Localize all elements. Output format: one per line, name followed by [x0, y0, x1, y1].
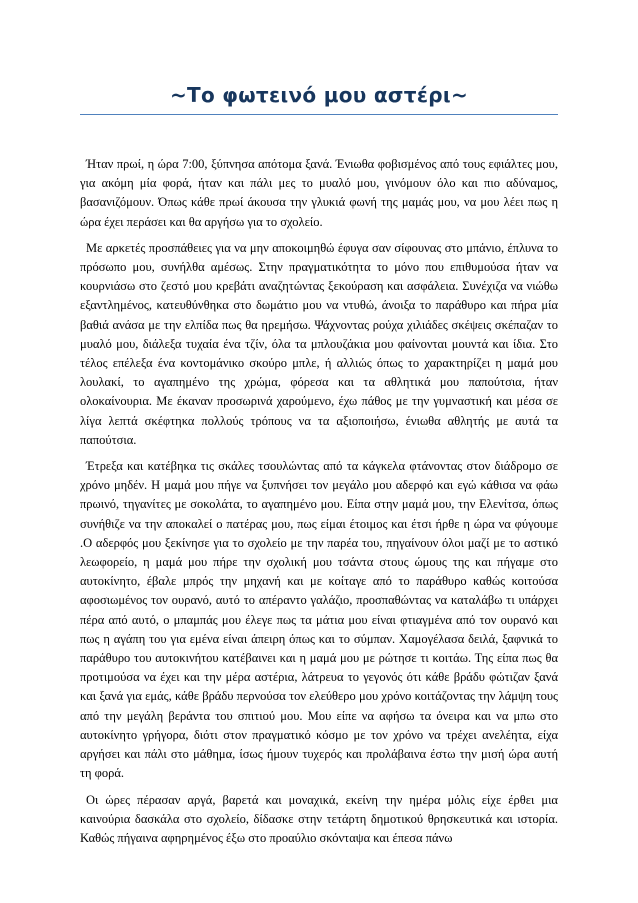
title-underline: [80, 114, 558, 115]
paragraph-3: Έτρεξα και κατέβηκα τις σκάλες τσουλώντας από τα κάγκελα φτάνοντας στον διάδρομο σε χρόνο μηδέν. Η μαμά μου πήγε να ξυπνήσει τον μεγάλο μου αδερφό και εγώ κάθισα να φάω πρωινό, τηγανίτες με σοκολάτα, το αγαπημένο μου. Είπα στην μαμά μου, την Ελενίτσα, όπως συνήθιζε να την αποκαλεί ο πατέρας μου, πως είμαι έτοιμος και έτσι ήρθε η ώρα να φύγουμε .Ο αδερφός μου ξεκίνησε για το σχολείο με την παρέα του, πηγαίνουν όλοι μαζί με το αστικό λεωφορείο, η μαμά μου πήρε την σχολική μου τσάντα στους ώμους της και πήγαμε στο αυτοκίνητο, έβαλε μπρός την μηχανή και με κοίταγε από το παράθυρο καθώς κοιτούσα αφοσιωμένος τον ουρανό, αυτό το απέραντο γαλάζιο, προσπαθώντας να καταλάβω τι υπάρχει πέρα από αυτό, ο μπαμπάς μου έλεγε πως τα μάτια μου είναι φτιαγμένα από τον ουρανό και πως η αγάπη του για εμένα είναι άπειρη όπως και το σύμπαν. Χαμογέλασα δειλά, ξαφνικά το παράθυρο του αυτοκινήτου κατέβαινει και η μαμά μου με ρώτησε τι κοιτάω. Της είπα πως θα προτιμούσα να έχει και την μέρα αστέρια, λάτρευα το γεγονός ότι κάθε βράδυ φώτιζαν ξανά και ξανά για εμάς, κάθε βράδυ περνούσα τον ελεύθερο μου χρόνο κοιτάζοντας την λάμψη τους από την μεγάλη βεράντα του σπιτιού μου. Μου είπε να αφήσω τα όνειρα και να μπω στο αυτοκίνητο γρήγορα, διότι στον πραγματικό κόσμο με τον χρόνο να τρέχει ανελέητα, είχα αργήσει και πάλι στο μάθημα, ίσως ήμουν τυχερός και προλάβαινα έστω την μισή ώρα αυτή τη φορά.: [80, 459, 558, 781]
paragraph-4: Οι ώρες πέρασαν αργά, βαρετά και μοναχικά, εκείνη την ημέρα μόλις είχε έρθει μια καινούρια δασκάλα στο σχολείο, δίδασκε στην τετάρτη δημοτικού θρησκευτικά και ιστορία. Καθώς πήγαινα αφηρημένος έξω στο προαύλιο σκόνταψα και έπεσα πάνω: [80, 792, 558, 845]
paragraph-1: Ήταν πρωί, η ώρα 7:00, ξύπνησα απότομα ξανά. Ένιωθα φοβισμένος από τους εφιάλτες μου, για ακόμη μία φορά, ήταν και πάλι μες το μυαλό μου, γινόμουν όλο και πιο αδύναμος, βασανιζόμουν. Όπως κάθε πρωί άκουσα την γλυκιά φωνή της μαμάς μου, να μου λέει πως η ώρα έχει περάσει και θα αργήσω για το σχολείο.: [80, 157, 558, 229]
paragraph-2: Με αρκετές προσπάθειες για να μην αποκοιμηθώ έφυγα σαν σίφουνας στο μπάνιο, έπλυνα το πρόσωπο μου, συνήλθα αμέσως. Στην πραγματικότητα το μόνο που επιθυμούσα ήταν να κουρνιάσω στο ζεστό μου κρεβάτι αναζητώντας ξεκούραση και ασφάλεια. Συνέχιζα να νιώθω εξαντλημένος, κατευθύνθηκα στο δωμάτιο μου να ντυθώ, άνοιξα το παράθυρο και πήρα μία βαθιά ανάσα με την ελπίδα πως θα ηρεμήσω. Ψάχνοντας ρούχα χιλιάδες σκέψεις σκέπαζαν το μυαλό μου, διάλεξα τυχαία ένα τζίν, όλα τα μπλουζάκια μου φαίνονται μουντά και ίδια. Στο τέλος επέλεξα ένα κοντομάνικο σκούρο μπλε, ή αλλιώς όπως το χαρακτηρίζει η μαμά μου λουλακί, το αγαπημένο της χρώμα, φόρεσα και τα αθλητικά μου παπούτσια, ήταν ολοκαίνουρια. Με έκαναν προσωρινά χαρούμενο, έχω πάθος με την γυμναστική και μέσα σε λίγα λεπτά σκέφτηκα πολλούς τρόπους να τα αξιοποιήσω, ένιωθα αθλητής με αυτά τα παπούτσια.: [80, 240, 558, 447]
document-title: ~Το φωτεινό μου αστέρι~: [169, 83, 469, 107]
document-body: [80, 155, 558, 855]
